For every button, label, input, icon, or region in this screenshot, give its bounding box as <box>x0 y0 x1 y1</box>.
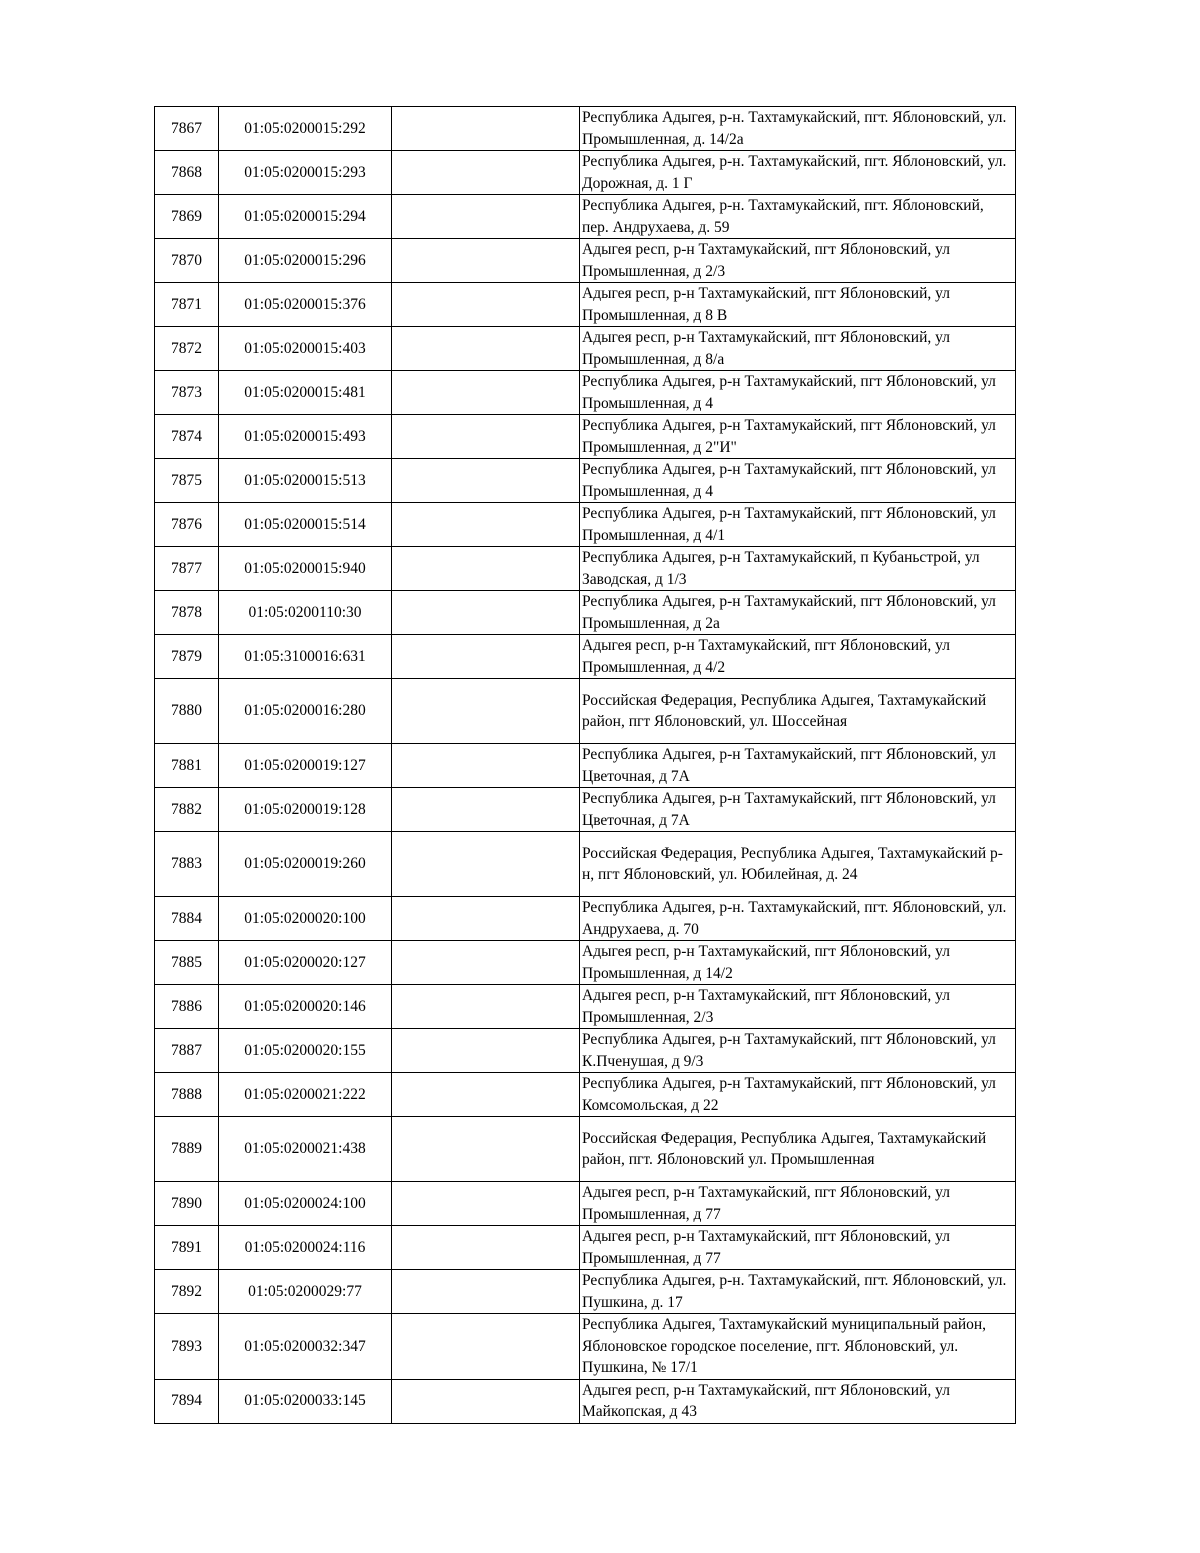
row-number-cell: 7871 <box>155 283 219 327</box>
table-row <box>155 107 1016 151</box>
address-cell: Республика Адыгея, р-н Тахтамукайский, пгт Яблоновский, ул Промышленная, д 4 <box>580 459 1016 503</box>
address-cell: Республика Адыгея, р-н Тахтамукайский, пгт Яблоновский, ул Комсомольская, д 22 <box>580 1073 1016 1117</box>
table-row <box>155 1314 1016 1380</box>
empty-cell <box>392 151 580 195</box>
cadastral-number-cell: 01:05:0200016:280 <box>219 679 392 744</box>
cadastral-number-cell: 01:05:0200110:30 <box>219 591 392 635</box>
empty-cell <box>392 1073 580 1117</box>
table-row <box>155 239 1016 283</box>
cadastral-number-cell: 01:05:0200019:127 <box>219 744 392 788</box>
table-row <box>155 503 1016 547</box>
address-cell: Республика Адыгея, р-н Тахтамукайский, пгт Яблоновский, ул Цветочная, д 7А <box>580 788 1016 832</box>
cadastral-number-cell: 01:05:0200015:296 <box>219 239 392 283</box>
empty-cell <box>392 635 580 679</box>
empty-cell <box>392 1182 580 1226</box>
table-row <box>155 1270 1016 1314</box>
cadastral-number-cell: 01:05:0200020:127 <box>219 941 392 985</box>
address-cell: Республика Адыгея, р-н. Тахтамукайский, пгт. Яблоновский, ул. Андрухаева, д. 70 <box>580 897 1016 941</box>
address-cell: Республика Адыгея, р-н. Тахтамукайский, пгт. Яблоновский, пер. Андрухаева, д. 59 <box>580 195 1016 239</box>
address-cell: Республика Адыгея, р-н Тахтамукайский, пгт Яблоновский, ул Промышленная, д 4 <box>580 371 1016 415</box>
empty-cell <box>392 788 580 832</box>
row-number-cell: 7878 <box>155 591 219 635</box>
cadastral-number-cell: 01:05:0200029:77 <box>219 1270 392 1314</box>
address-cell: Адыгея респ, р-н Тахтамукайский, пгт Яблоновский, ул Промышленная, 2/3 <box>580 985 1016 1029</box>
cadastral-number-cell: 01:05:0200024:116 <box>219 1226 392 1270</box>
row-number-cell: 7876 <box>155 503 219 547</box>
address-cell: Республика Адыгея, р-н. Тахтамукайский, пгт. Яблоновский, ул. Промышленная, д. 14/2а <box>580 107 1016 151</box>
address-cell: Российская Федерация, Республика Адыгея, Тахтамукайский район, пгт. Яблоновский ул. Промышленная <box>580 1117 1016 1182</box>
row-number-cell: 7887 <box>155 1029 219 1073</box>
row-number-cell: 7867 <box>155 107 219 151</box>
table-row <box>155 1029 1016 1073</box>
table-row <box>155 985 1016 1029</box>
cadastral-number-cell: 01:05:0200015:403 <box>219 327 392 371</box>
row-number-cell: 7892 <box>155 1270 219 1314</box>
row-number-cell: 7881 <box>155 744 219 788</box>
address-cell: Республика Адыгея, р-н Тахтамукайский, пгт Яблоновский, ул Промышленная, д 2"И" <box>580 415 1016 459</box>
row-number-cell: 7868 <box>155 151 219 195</box>
row-number-cell: 7873 <box>155 371 219 415</box>
table-row <box>155 371 1016 415</box>
address-cell: Адыгея респ, р-н Тахтамукайский, пгт Яблоновский, ул Промышленная, д 14/2 <box>580 941 1016 985</box>
row-number-cell: 7877 <box>155 547 219 591</box>
row-number-cell: 7883 <box>155 832 219 897</box>
empty-cell <box>392 547 580 591</box>
table-row <box>155 415 1016 459</box>
empty-cell <box>392 503 580 547</box>
cadastral-number-cell: 01:05:0200020:146 <box>219 985 392 1029</box>
empty-cell <box>392 679 580 744</box>
cadastral-number-cell: 01:05:0200015:376 <box>219 283 392 327</box>
cadastral-number-cell: 01:05:3100016:631 <box>219 635 392 679</box>
address-cell: Российская Федерация, Республика Адыгея, Тахтамукайский район, пгт Яблоновский, ул. Шоссейная <box>580 679 1016 744</box>
cadastral-number-cell: 01:05:0200015:514 <box>219 503 392 547</box>
cadastral-number-cell: 01:05:0200019:260 <box>219 832 392 897</box>
table-row <box>155 788 1016 832</box>
empty-cell <box>392 985 580 1029</box>
row-number-cell: 7893 <box>155 1314 219 1380</box>
table-row <box>155 635 1016 679</box>
cadastral-number-cell: 01:05:0200019:128 <box>219 788 392 832</box>
empty-cell <box>392 897 580 941</box>
table-row <box>155 897 1016 941</box>
row-number-cell: 7891 <box>155 1226 219 1270</box>
table-row <box>155 327 1016 371</box>
table-row <box>155 195 1016 239</box>
address-cell: Адыгея респ, р-н Тахтамукайский, пгт Яблоновский, ул Промышленная, д 77 <box>580 1182 1016 1226</box>
cadastral-number-cell: 01:05:0200015:513 <box>219 459 392 503</box>
cadastral-number-cell: 01:05:0200024:100 <box>219 1182 392 1226</box>
empty-cell <box>392 239 580 283</box>
table-row <box>155 591 1016 635</box>
empty-cell <box>392 1270 580 1314</box>
address-cell: Республика Адыгея, р-н. Тахтамукайский, пгт. Яблоновский, ул. Пушкина, д. 17 <box>580 1270 1016 1314</box>
address-cell: Адыгея респ, р-н Тахтамукайский, пгт Яблоновский, ул Промышленная, д 8 В <box>580 283 1016 327</box>
table-row <box>155 1379 1016 1423</box>
table-row <box>155 1117 1016 1182</box>
table-row <box>155 1226 1016 1270</box>
cadastral-number-cell: 01:05:0200032:347 <box>219 1314 392 1380</box>
address-cell: Республика Адыгея, р-н Тахтамукайский, пгт Яблоновский, ул Цветочная, д 7А <box>580 744 1016 788</box>
empty-cell <box>392 1314 580 1380</box>
cadastral-number-cell: 01:05:0200015:940 <box>219 547 392 591</box>
table-row <box>155 679 1016 744</box>
empty-cell <box>392 1029 580 1073</box>
empty-cell <box>392 1117 580 1182</box>
table-row <box>155 459 1016 503</box>
empty-cell <box>392 1379 580 1423</box>
table-row <box>155 283 1016 327</box>
row-number-cell: 7890 <box>155 1182 219 1226</box>
row-number-cell: 7882 <box>155 788 219 832</box>
empty-cell <box>392 591 580 635</box>
cadastral-number-cell: 01:05:0200020:100 <box>219 897 392 941</box>
cadastral-number-cell: 01:05:0200020:155 <box>219 1029 392 1073</box>
cadastral-number-cell: 01:05:0200015:294 <box>219 195 392 239</box>
table-row <box>155 941 1016 985</box>
empty-cell <box>392 459 580 503</box>
row-number-cell: 7889 <box>155 1117 219 1182</box>
row-number-cell: 7879 <box>155 635 219 679</box>
row-number-cell: 7880 <box>155 679 219 744</box>
row-number-cell: 7870 <box>155 239 219 283</box>
empty-cell <box>392 283 580 327</box>
table-row <box>155 1182 1016 1226</box>
cadastral-number-cell: 01:05:0200015:481 <box>219 371 392 415</box>
row-number-cell: 7872 <box>155 327 219 371</box>
row-number-cell: 7888 <box>155 1073 219 1117</box>
row-number-cell: 7884 <box>155 897 219 941</box>
cadastral-number-cell: 01:05:0200021:438 <box>219 1117 392 1182</box>
address-cell: Республика Адыгея, р-н. Тахтамукайский, пгт. Яблоновский, ул. Дорожная, д. 1 Г <box>580 151 1016 195</box>
empty-cell <box>392 941 580 985</box>
empty-cell <box>392 371 580 415</box>
cadastral-number-cell: 01:05:0200015:493 <box>219 415 392 459</box>
address-cell: Республика Адыгея, р-н Тахтамукайский, пгт Яблоновский, ул Промышленная, д 4/1 <box>580 503 1016 547</box>
row-number-cell: 7869 <box>155 195 219 239</box>
table-row <box>155 547 1016 591</box>
empty-cell <box>392 744 580 788</box>
table-row <box>155 1073 1016 1117</box>
registry-table <box>154 106 1016 1424</box>
address-cell: Адыгея респ, р-н Тахтамукайский, пгт Яблоновский, ул Промышленная, д 8/а <box>580 327 1016 371</box>
address-cell: Адыгея респ, р-н Тахтамукайский, пгт Яблоновский, ул Промышленная, д 4/2 <box>580 635 1016 679</box>
row-number-cell: 7875 <box>155 459 219 503</box>
table-row <box>155 744 1016 788</box>
table-row <box>155 832 1016 897</box>
registry-body <box>155 107 1016 1424</box>
address-cell: Республика Адыгея, р-н Тахтамукайский, пгт Яблоновский, ул К.Пченушая, д 9/3 <box>580 1029 1016 1073</box>
empty-cell <box>392 107 580 151</box>
row-number-cell: 7886 <box>155 985 219 1029</box>
empty-cell <box>392 1226 580 1270</box>
empty-cell <box>392 832 580 897</box>
address-cell: Республика Адыгея, р-н Тахтамукайский, пгт Яблоновский, ул Промышленная, д 2а <box>580 591 1016 635</box>
address-cell: Республика Адыгея, Тахтамукайский муниципальный район, Яблоновское городское поселение, пгт. Яблоновский, ул. Пушкина, № 17/1 <box>580 1314 1016 1380</box>
address-cell: Российская Федерация, Республика Адыгея, Тахтамукайский р-н, пгт Яблоновский, ул. Юбилейная, д. 24 <box>580 832 1016 897</box>
cadastral-number-cell: 01:05:0200015:293 <box>219 151 392 195</box>
address-cell: Адыгея респ, р-н Тахтамукайский, пгт Яблоновский, ул Промышленная, д 77 <box>580 1226 1016 1270</box>
table-row <box>155 151 1016 195</box>
row-number-cell: 7894 <box>155 1379 219 1423</box>
cadastral-number-cell: 01:05:0200033:145 <box>219 1379 392 1423</box>
address-cell: Адыгея респ, р-н Тахтамукайский, пгт Яблоновский, ул Майкопская, д 43 <box>580 1379 1016 1423</box>
address-cell: Республика Адыгея, р-н Тахтамукайский, п Кубаньстрой, ул Заводская, д 1/3 <box>580 547 1016 591</box>
cadastral-number-cell: 01:05:0200015:292 <box>219 107 392 151</box>
empty-cell <box>392 195 580 239</box>
empty-cell <box>392 415 580 459</box>
address-cell: Адыгея респ, р-н Тахтамукайский, пгт Яблоновский, ул Промышленная, д 2/3 <box>580 239 1016 283</box>
cadastral-number-cell: 01:05:0200021:222 <box>219 1073 392 1117</box>
row-number-cell: 7885 <box>155 941 219 985</box>
row-number-cell: 7874 <box>155 415 219 459</box>
empty-cell <box>392 327 580 371</box>
